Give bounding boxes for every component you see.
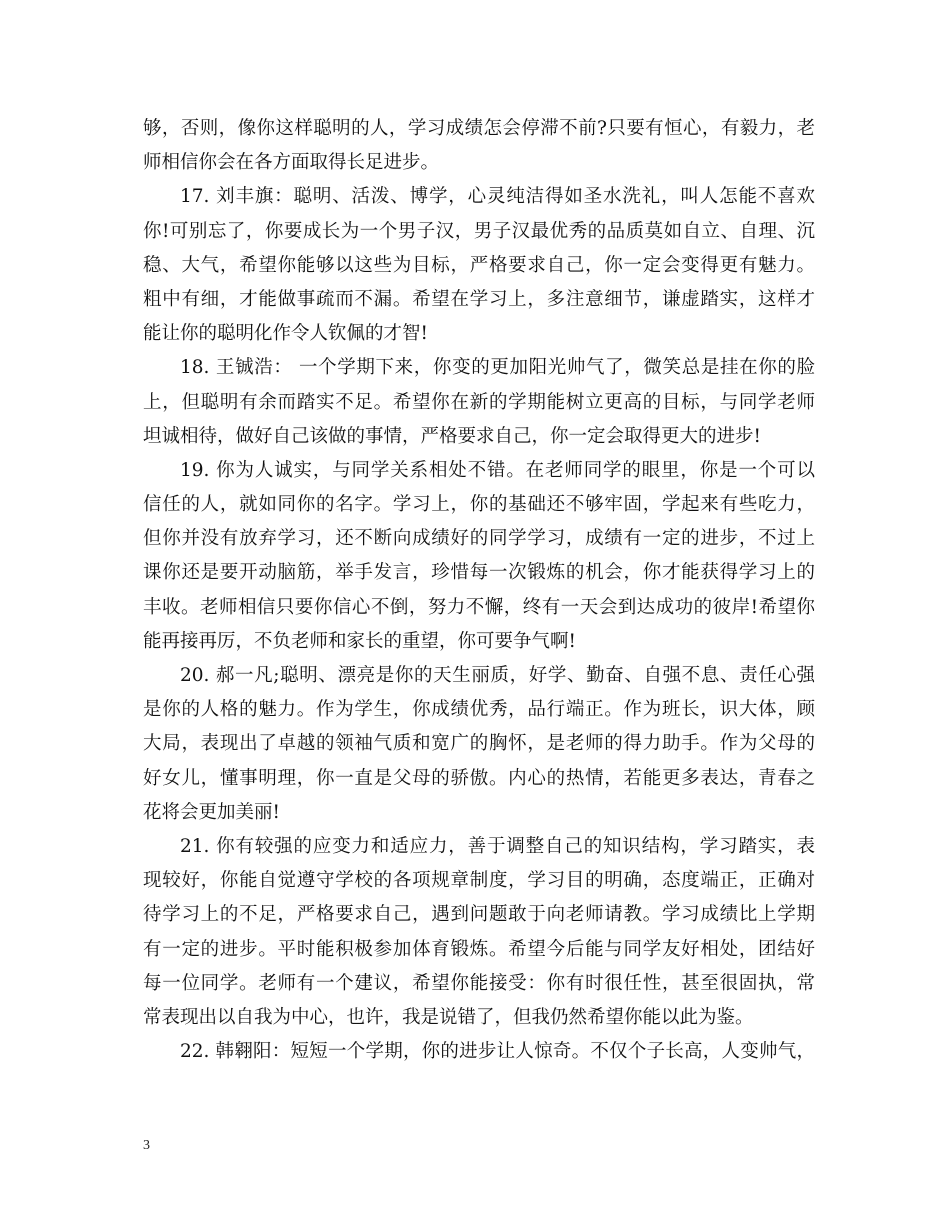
text-line: 信任的人，就如同你的名字。学习上，你的基础还不够牢固，学起来有些吃力， — [143, 494, 815, 516]
document-body — [143, 112, 815, 1069]
text-line: 待学习上的不足，严格要求自己，遇到问题敢于向老师请教。学习成绩比上学期 — [143, 904, 815, 926]
text-line: 够，否则，像你这样聪明的人，学习成绩怎会停滞不前?只要有恒心，有毅力，老 — [143, 118, 815, 139]
text-line: 现较好，你能自觉遵守学校的各项规章制度，学习目的明确，态度端正，正确对 — [143, 870, 815, 892]
text-line: 坦诚相待，做好自己该做的事情，严格要求自己，你一定会取得更大的进步! — [143, 425, 761, 447]
paragraph-start-18: 18. 王铖浩： 一个学期下来，你变的更加阳光帅气了，微笑总是挂在你的脸 — [180, 357, 815, 379]
text-line: 能再接再厉，不负老师和家长的重望，你可要争气啊! — [143, 630, 576, 652]
text-line: 大局，表现出了卓越的领袖气质和宽广的胸怀，是老师的得力助手。作为父母的 — [143, 733, 815, 755]
text-line: 上，但聪明有余而踏实不足。希望你在新的学期能树立更高的目标，与同学老师 — [143, 391, 815, 413]
paragraph-start-21: 21. 你有较强的应变力和适应力，善于调整自己的知识结构，学习踏实，表 — [180, 835, 815, 857]
paragraph-start-22: 22. 韩翱阳：短短一个学期，你的进步让人惊奇。不仅个子长高，人变帅气， — [180, 1041, 815, 1063]
text-line: 常表现出以自我为中心，也许，我是说错了，但我仍然希望你能以此为鉴。 — [143, 1006, 754, 1028]
text-line: 师相信你会在各方面取得长足进步。 — [143, 152, 440, 174]
text-line: 每一位同学。老师有一个建议，希望你能接受：你有时很任性，甚至很固执，常 — [143, 972, 815, 994]
paragraph-start-20: 20. 郝一凡;聪明、漂亮是你的天生丽质，好学、勤奋、自强不息、责任心强 — [180, 665, 815, 686]
page-number: 3 — [143, 1138, 150, 1153]
text-line: 有一定的进步。平时能积极参加体育锻炼。希望今后能与同学友好相处，团结好 — [143, 938, 815, 960]
text-line: 粗中有细，才能做事疏而不漏。希望在学习上，多注意细节，谦虚踏实，这样才 — [143, 288, 815, 310]
text-line: 稳、大气，希望你能够以这些为目标，严格要求自己，你一定会变得更有魅力。 — [143, 254, 815, 276]
text-line: 但你并没有放弃学习，还不断向成绩好的同学学习，成绩有一定的进步，不过上 — [143, 528, 815, 550]
text-line: 花将会更加美丽! — [143, 801, 280, 823]
text-line: 能让你的聪明化作令人钦佩的才智! — [143, 323, 428, 345]
paragraph-start-19: 19. 你为人诚实，与同学关系相处不错。在老师同学的眼里，你是一个可以 — [180, 459, 815, 481]
text-line: 是你的人格的魅力。作为学生，你成绩优秀，品行端正。作为班长，识大体，顾 — [143, 699, 815, 721]
text-line: 丰收。老师相信只要你信心不倒，努力不懈，终有一天会到达成功的彼岸!希望你 — [143, 596, 815, 618]
text-line: 课你还是要开动脑筋，举手发言，珍惜每一次锻炼的机会，你才能获得学习上的 — [143, 562, 815, 584]
text-line: 好女儿，懂事明理，你一直是父母的骄傲。内心的热情，若能更多表达，青春之 — [143, 767, 815, 789]
text-line: 你!可别忘了，你要成长为一个男子汉，男子汉最优秀的品质莫如自立、自理、沉 — [143, 220, 815, 242]
paragraph-start-17: 17. 刘丰旗：聪明、活泼、博学，心灵纯洁得如圣水洗礼，叫人怎能不喜欢 — [180, 186, 815, 208]
